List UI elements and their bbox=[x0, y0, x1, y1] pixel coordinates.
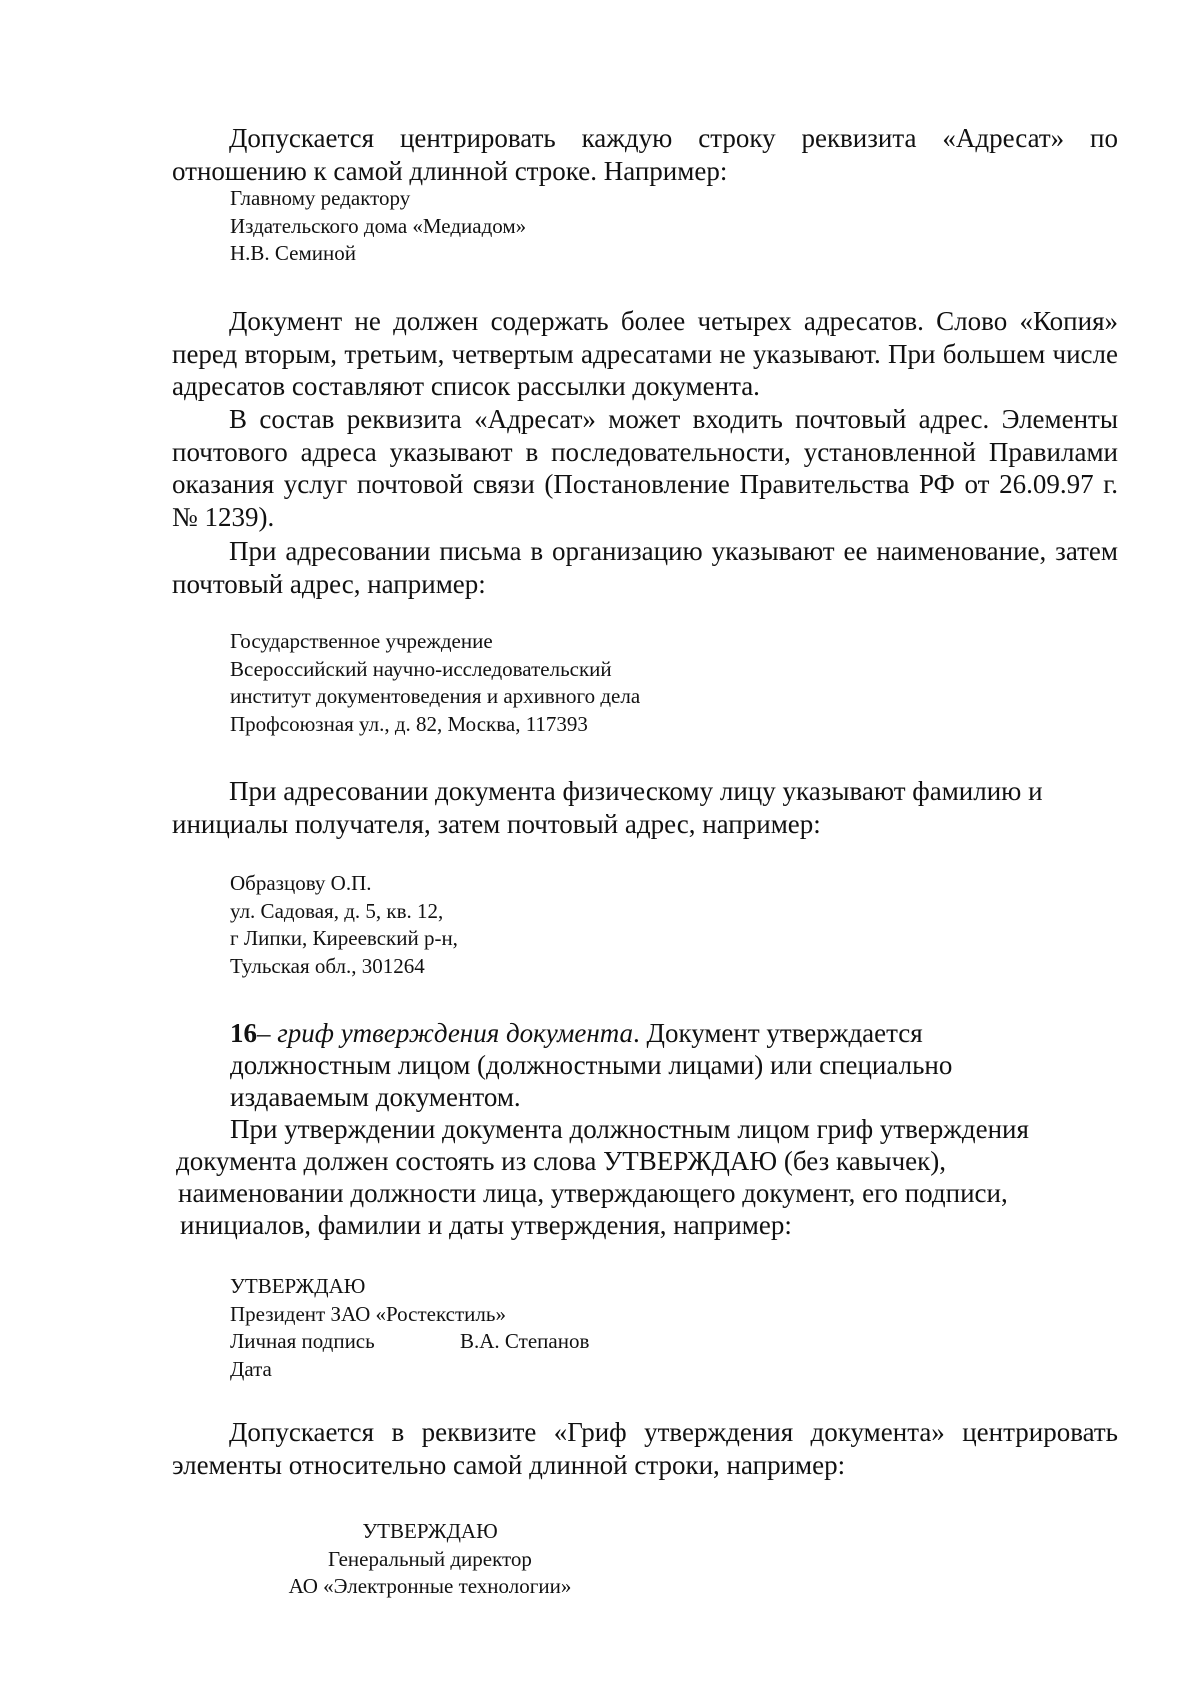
section-dash: – bbox=[257, 1018, 278, 1048]
example-addressee-editor bbox=[230, 185, 526, 268]
example-line: ул. Садовая, д. 5, кв. 12, bbox=[230, 898, 444, 923]
example-line: Тульская обл., 301264 bbox=[230, 953, 425, 978]
paragraph-centering-approval: Допускается в реквизите «Гриф утверждения документа» центрировать элементы относительно самой длинной строки, например: bbox=[172, 1417, 1118, 1480]
paragraph-addressee-count: Документ не должен содержать более четырех адресатов. Слово «Копия» перед вторым, третьим, четвертым адресатами не указывают. При большем числе адресатов составляют список рассылки документа. bbox=[172, 306, 1118, 401]
section-16-line: должностным лицом (должностными лицами) или специально bbox=[230, 1050, 953, 1080]
example-line: Государственное учреждение bbox=[230, 629, 493, 653]
approval-organization: АО «Электронные технологии» bbox=[288, 1574, 572, 1598]
example-line: Всероссийский научно-исследовательский bbox=[230, 656, 612, 681]
paragraph-person-addressing: При адресовании документа физическому лицу указывают фамилию и инициалы получателя, затем почтовый адрес, например: bbox=[172, 776, 1043, 839]
example-line: Профсоюзная ул., д. 82, Москва, 117393 bbox=[230, 711, 588, 736]
example-approval-stamp bbox=[230, 1273, 589, 1383]
paragraph-centering-addressee: Допускается центрировать каждую строку реквизита «Адресат» по отношению к самой длинной строке. Например: bbox=[172, 123, 1118, 186]
approval-date: Дата bbox=[230, 1356, 272, 1381]
example-person-address bbox=[230, 870, 458, 980]
example-organization-address bbox=[230, 628, 640, 738]
example-line: Н.В. Семиной bbox=[230, 241, 357, 265]
example-centered-approval bbox=[260, 1518, 600, 1601]
approval-position: Генеральный директор bbox=[328, 1546, 532, 1571]
example-line: г Липки, Киреевский р-н, bbox=[230, 926, 458, 950]
section-heading-rest: . Документ утверждается bbox=[633, 1018, 923, 1048]
approval-paragraph-line: инициалов, фамилии и даты утверждения, например: bbox=[180, 1210, 792, 1240]
example-line: институт документоведения и архивного дела bbox=[230, 684, 641, 708]
section-16-line: издаваемым документом. bbox=[230, 1082, 521, 1112]
section-term: гриф утверждения документа bbox=[277, 1018, 634, 1048]
signature-row bbox=[230, 1328, 589, 1356]
signatory-name: В.А. Степанов bbox=[460, 1329, 590, 1353]
signature-label: Личная подпись bbox=[230, 1329, 375, 1353]
approval-paragraph-line: При утверждении документа должностным лицом гриф утверждения bbox=[230, 1114, 1029, 1144]
section-16-heading bbox=[230, 1017, 923, 1049]
paragraph-postal-address: В состав реквизита «Адресат» может входить почтовый адрес. Элементы почтового адреса указывают в последовательности, установленной Правилами оказания услуг почтовой связи (Постановление Правительства РФ от 26.09.97 г. № 1239). bbox=[172, 404, 1118, 532]
example-line: Образцову О.П. bbox=[230, 871, 372, 895]
example-line: Главному редактору bbox=[230, 186, 411, 210]
approval-paragraph-line: документа должен состоять из слова УТВЕРЖДАЮ (без кавычек), bbox=[176, 1146, 947, 1176]
approval-word: УТВЕРЖДАЮ bbox=[362, 1519, 498, 1543]
section-number: 16 bbox=[230, 1018, 257, 1048]
approval-position: Президент ЗАО «Ростекстиль» bbox=[230, 1301, 506, 1326]
paragraph-organization-addressing: При адресовании письма в организацию указывают ее наименование, затем почтовый адрес, например: bbox=[172, 536, 1118, 599]
approval-paragraph-line: наименовании должности лица, утверждающего документ, его подписи, bbox=[178, 1178, 1008, 1208]
example-line: Издательского дома «Медиадом» bbox=[230, 213, 527, 238]
approval-word: УТВЕРЖДАЮ bbox=[230, 1274, 366, 1298]
